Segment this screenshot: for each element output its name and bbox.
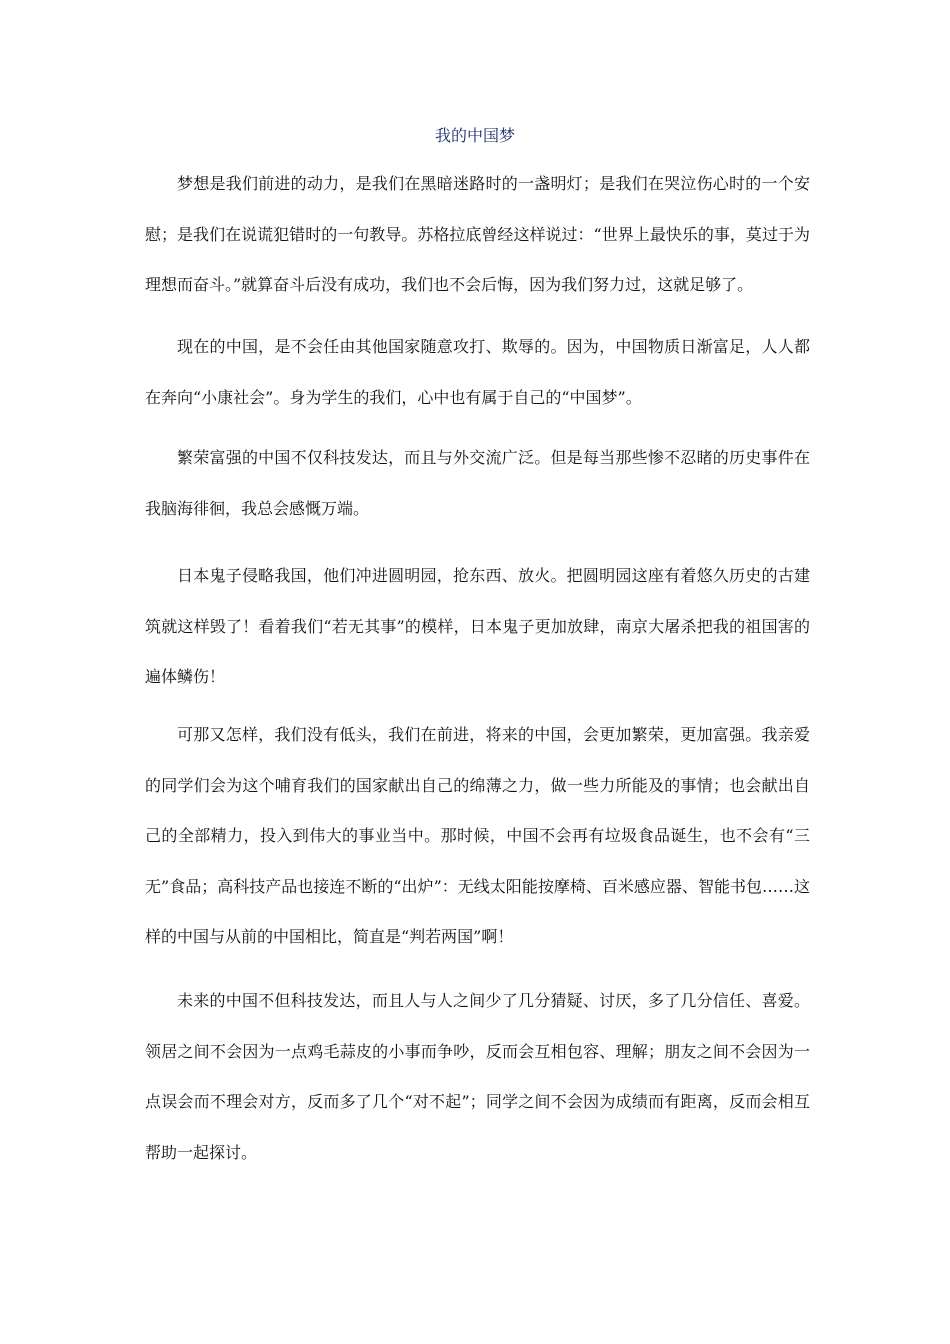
paragraph-1: 梦想是我们前进的动力，是我们在黑暗迷路时的一盏明灯；是我们在哭泣伤心时的一个安慰；是我们在说谎犯错时的一句教导。苏格拉底曾经这样说过：“世界上最快乐的事，莫过于为理想而奋斗。”就算奋斗后没有成功，我们也不会后悔，因为我们努力过，这就足够了。 <box>145 174 810 294</box>
paragraph-3: 繁荣富强的中国不仅科技发达，而且与外交流广泛。但是每当那些惨不忍睹的历史事件在我脑海徘徊，我总会感慨万端。 <box>145 448 810 518</box>
paragraph-4: 日本鬼子侵略我国，他们冲进圆明园，抢东西、放火。把圆明园这座有着悠久历史的古建筑就这样毁了！看着我们“若无其事”的模样，日本鬼子更加放肆，南京大屠杀把我的祖国害的遍体鳞伤！ <box>145 566 810 686</box>
document-title: 我的中国梦 <box>434 126 515 145</box>
paragraph-6: 未来的中国不但科技发达，而且人与人之间少了几分猜疑、讨厌，多了几分信任、喜爱。领居之间不会因为一点鸡毛蒜皮的小事而争吵，反而会互相包容、理解；朋友之间不会因为一点误会而不理会对方，反而多了几个“对不起”；同学之间不会因为成绩而有距离，反而会相互帮助一起探讨。 <box>145 991 810 1162</box>
paragraph-5: 可那又怎样，我们没有低头，我们在前进，将来的中国，会更加繁荣，更加富强。我亲爱的同学们会为这个哺育我们的国家献出自己的绵薄之力，做一些力所能及的事情；也会献出自己的全部精力，投入到伟大的事业当中。那时候，中国不会再有垃圾食品诞生，也不会有“三无”食品；高科技产品也接连不断的“出炉”：无线太阳能按摩椅、百米感应器、智能书包……这样的中国与从前的中国相比，简直是“判若两国”啊！ <box>145 725 810 946</box>
paragraph-2: 现在的中国，是不会任由其他国家随意攻打、欺辱的。因为，中国物质日渐富足，人人都在奔向“小康社会”。身为学生的我们，心中也有属于自己的“中国梦”。 <box>145 337 810 407</box>
